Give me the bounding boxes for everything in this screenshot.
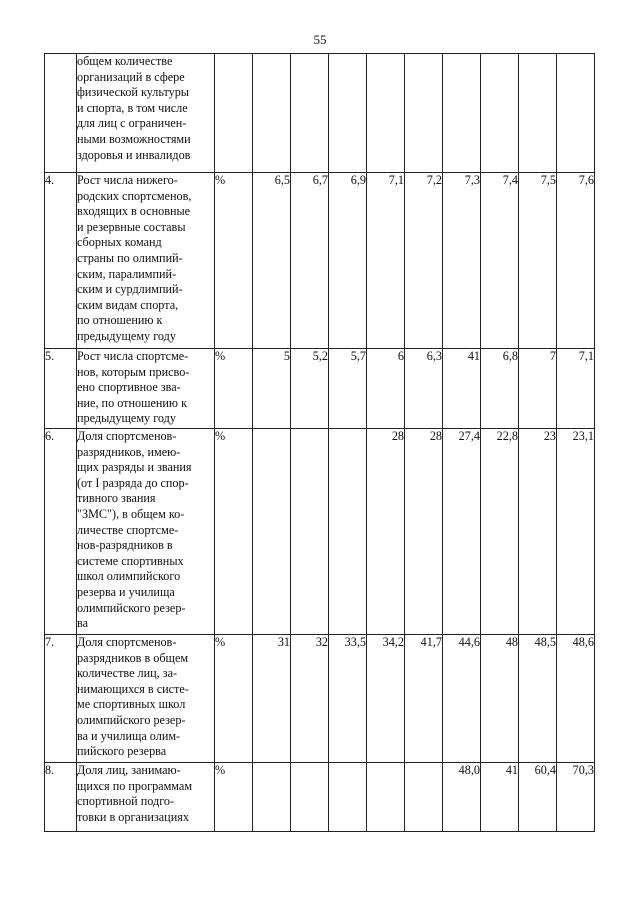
indicator-name-cell: общем количестве организаций в сфере физической культуры и спорта, в том числе для лиц с ограничен- ными возможностями здоровья и инвалидов [77, 54, 215, 173]
value-cell: 41 [443, 349, 481, 429]
value-cell: 7,4 [481, 173, 519, 349]
value-cell: 6,9 [329, 173, 367, 349]
value-cell: 32 [291, 635, 329, 763]
value-cell [291, 54, 329, 173]
value-cell: 48,6 [557, 635, 595, 763]
indicator-name-cell: Доля лиц, занимаю- щихся по программам спортивной подго- товки в организациях [77, 763, 215, 832]
unit-cell: % [215, 173, 253, 349]
value-cell [329, 429, 367, 635]
value-cell: 48,0 [443, 763, 481, 832]
value-cell: 70,3 [557, 763, 595, 832]
value-cell [405, 763, 443, 832]
value-cell: 44,6 [443, 635, 481, 763]
value-cell: 34,2 [367, 635, 405, 763]
value-cell: 22,8 [481, 429, 519, 635]
indicator-name-cell: Рост числа нижего- родских спортсменов, входящих в основные и резервные составы сборных команд страны по олимпий- ским, паралимпий- ским и сурдлимпий- ским видам спорта, по отношению к предыдущему году [77, 173, 215, 349]
value-cell: 28 [367, 429, 405, 635]
value-cell [253, 763, 291, 832]
value-cell [481, 54, 519, 173]
value-cell: 28 [405, 429, 443, 635]
row-number-cell: 7. [45, 635, 77, 763]
value-cell: 6,7 [291, 173, 329, 349]
value-cell: 7 [519, 349, 557, 429]
value-cell: 60,4 [519, 763, 557, 832]
value-cell [443, 54, 481, 173]
value-cell [405, 54, 443, 173]
value-cell [367, 54, 405, 173]
value-cell: 27,4 [443, 429, 481, 635]
value-cell: 7,6 [557, 173, 595, 349]
table-row [45, 635, 595, 763]
value-cell [329, 54, 367, 173]
value-cell: 31 [253, 635, 291, 763]
page-number: 55 [313, 32, 327, 47]
value-cell: 7,5 [519, 173, 557, 349]
table-row [45, 349, 595, 429]
value-cell: 5,7 [329, 349, 367, 429]
value-cell [291, 763, 329, 832]
row-number-cell: 5. [45, 349, 77, 429]
value-cell [519, 54, 557, 173]
value-cell: 5,2 [291, 349, 329, 429]
table-row [45, 173, 595, 349]
value-cell [367, 763, 405, 832]
value-cell: 7,1 [367, 173, 405, 349]
row-number-cell: 4. [45, 173, 77, 349]
indicator-name-cell: Рост числа спортсме- нов, которым присво- ено спортивное зва- ние, по отношению к предыдущему году [77, 349, 215, 429]
value-cell: 41,7 [405, 635, 443, 763]
value-cell [253, 54, 291, 173]
value-cell: 6 [367, 349, 405, 429]
table-row [45, 54, 595, 173]
indicators-table [44, 53, 595, 832]
value-cell: 7,1 [557, 349, 595, 429]
indicator-name-cell: Доля спортсменов- разрядников в общем количестве лиц, за- нимающихся в систе- ме спортивных школ олимпийского резер- ва и училища олим- пийского резерва [77, 635, 215, 763]
value-cell [291, 429, 329, 635]
value-cell: 7,3 [443, 173, 481, 349]
value-cell [329, 763, 367, 832]
unit-cell: % [215, 635, 253, 763]
unit-cell [215, 54, 253, 173]
table-row [45, 429, 595, 635]
value-cell: 33,5 [329, 635, 367, 763]
row-number-cell: 6. [45, 429, 77, 635]
table-row [45, 763, 595, 832]
row-number-cell: 8. [45, 763, 77, 832]
value-cell: 23 [519, 429, 557, 635]
unit-cell: % [215, 763, 253, 832]
value-cell: 7,2 [405, 173, 443, 349]
value-cell: 48,5 [519, 635, 557, 763]
value-cell [253, 429, 291, 635]
value-cell [557, 54, 595, 173]
indicator-name-cell: Доля спортсменов- разрядников, имею- щих разряды и звания (от I разряда до спор- тивного звания "ЗМС"), в общем ко- личестве спортсме- нов-разрядников в системе спортивных школ олимпийского резерва и училища олимпийского резер- ва [77, 429, 215, 635]
value-cell: 41 [481, 763, 519, 832]
unit-cell: % [215, 349, 253, 429]
value-cell: 23,1 [557, 429, 595, 635]
row-number-cell [45, 54, 77, 173]
value-cell: 48 [481, 635, 519, 763]
value-cell: 6,5 [253, 173, 291, 349]
value-cell: 6,3 [405, 349, 443, 429]
value-cell: 5 [253, 349, 291, 429]
value-cell: 6,8 [481, 349, 519, 429]
unit-cell: % [215, 429, 253, 635]
